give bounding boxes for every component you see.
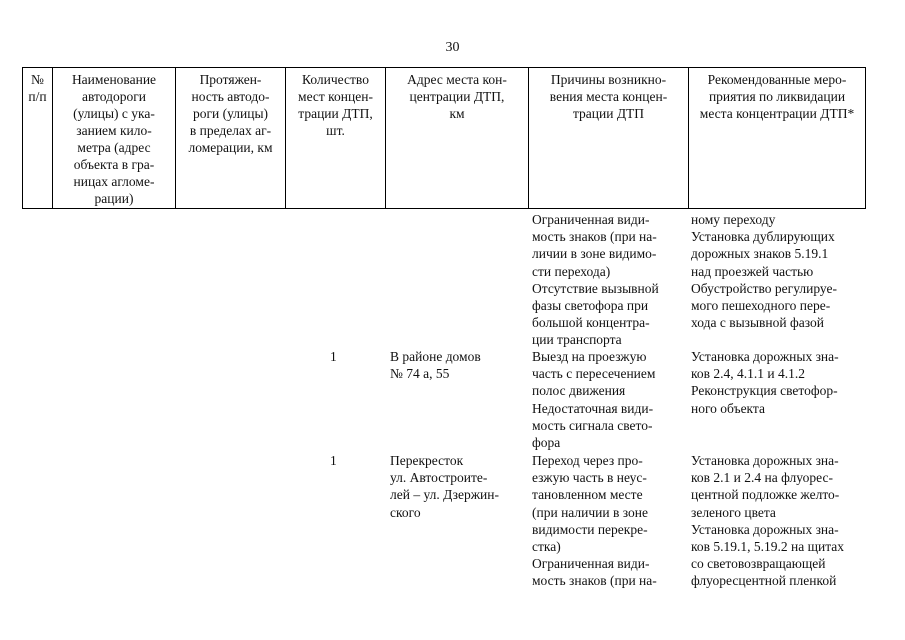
row-1-address: В районе домов № 74 а, 55 bbox=[390, 349, 481, 382]
row-2-address: Перекресток ул. Автостроите- лей – ул. Дзержин- ского bbox=[390, 453, 499, 520]
header-road-length: Протяжен- ность автодо- роги (улицы) в пределах аг- ломерации, км bbox=[176, 68, 286, 209]
continuation-measures: ному переходу Установка дублирующих дорожных знаков 5.19.1 над проезжей частью Обустройство регулируе- мого пешеходного пере- хода с вызывной фазой bbox=[691, 212, 837, 331]
row-2-measures: Установка дорожных зна- ков 2.1 и 2.4 на флуорес- центной подложке желто- зеленого цвета Установка дорожных зна- ков 5.19.1, 5.19.2 на щитах со световозвращающей флуоресцентной пленкой bbox=[691, 453, 845, 589]
header-number: № п/п bbox=[23, 68, 53, 209]
row-1-count: 1 bbox=[330, 349, 337, 364]
row-1-measures: Установка дорожных зна- ков 2.4, 4.1.1 и 4.1.2 Реконструкция светофор- ного объекта bbox=[691, 349, 839, 416]
header-address: Адрес места кон- центрации ДТП, км bbox=[386, 68, 529, 209]
row-1-causes: Выезд на проезжую часть с пересечением полос движения Недостаточная види- мость сигнала свето- фора bbox=[532, 349, 656, 451]
header-count: Количество мест концен- трации ДТП, шт. bbox=[286, 68, 386, 209]
page-number: 30 bbox=[445, 40, 460, 55]
continuation-causes: Ограниченная види- мость знаков (при на- личии в зоне видимо- сти перехода) Отсутствие вызывной фазы светофора при большой концентра- ции транспорта bbox=[532, 212, 659, 348]
row-2-count: 1 bbox=[330, 453, 337, 468]
row-2-causes: Переход через про- езжую часть в неус- тановленном месте (при наличии в зоне видимости перекре- стка) Ограниченная види- мость знаков (при на- bbox=[532, 453, 657, 589]
header-causes: Причины возникно- вения места концен- трации ДТП bbox=[529, 68, 689, 209]
header-road-name: Наименование автодороги (улицы) с ука- занием кило- метра (адрес объекта в гра- ницах агломе- рации) bbox=[53, 68, 176, 209]
header-measures: Рекомендованные меро- приятия по ликвидации места концентрации ДТП* bbox=[689, 68, 866, 209]
table-header bbox=[22, 67, 866, 209]
